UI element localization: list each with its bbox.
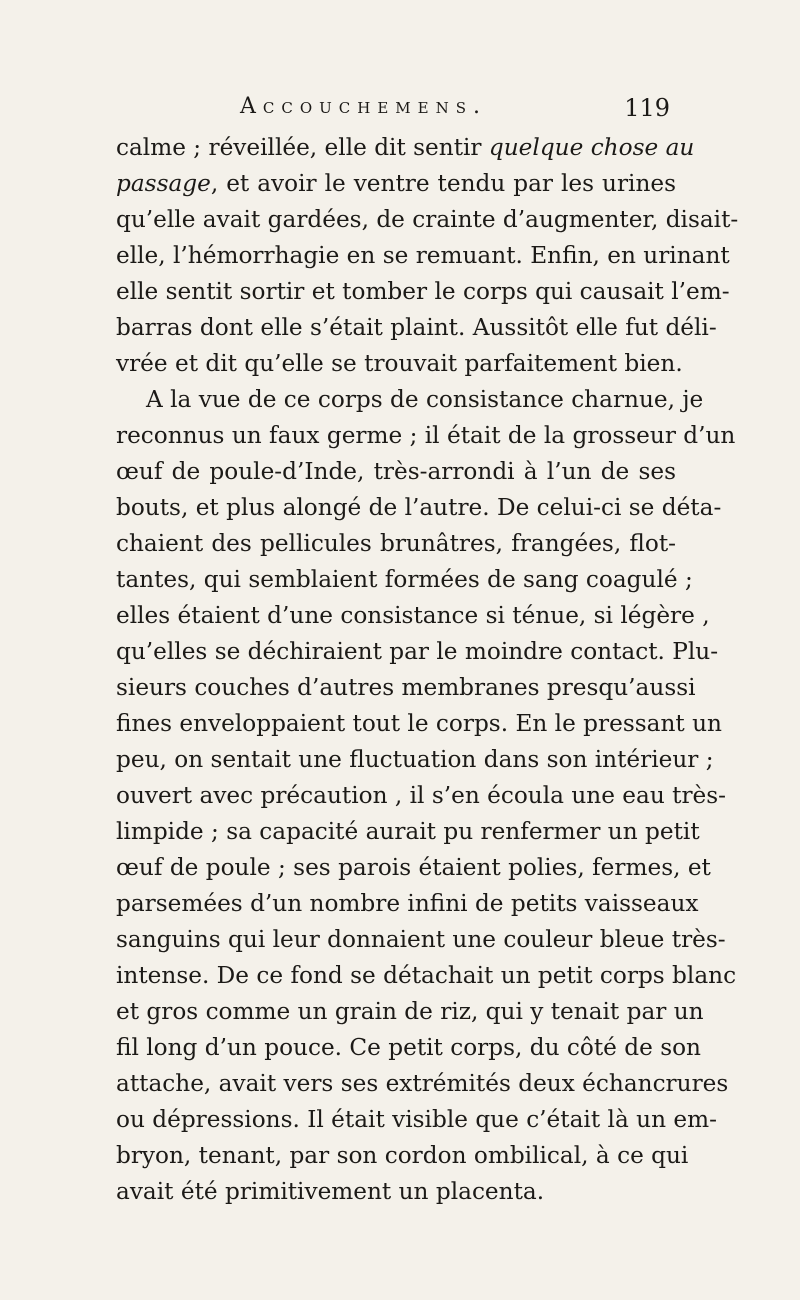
running-head (240, 94, 670, 130)
text-line (116, 958, 737, 994)
text-line (116, 922, 726, 958)
text-segment: chaient des pellicules brunâtres, frangées, flot- (116, 530, 676, 557)
text-segment: limpide ; sa capacité aurait pu renfermer un petit (116, 818, 700, 845)
text-segment: , et avoir le ventre tendu par les urines (210, 170, 676, 197)
text-line (116, 166, 676, 202)
page-number: 119 (624, 94, 670, 122)
text-line (116, 382, 704, 418)
text-line (116, 202, 739, 238)
text-segment: attache, avait vers ses extrémités deux échancrures (116, 1070, 729, 1097)
text-segment: fines enveloppaient tout le corps. En le pressant un (116, 710, 722, 737)
text-segment: reconnus un faux germe ; il était de la grosseur d’un (116, 422, 736, 449)
text-segment: sieurs couches d’autres membranes presqu’aussi (116, 674, 696, 701)
text-segment: qu’elle avait gardées, de crainte d’augmenter, disait- (116, 206, 739, 233)
italic-segment: passage (116, 170, 211, 197)
text-line (116, 634, 719, 670)
text-line (116, 454, 676, 490)
text-line (116, 1174, 676, 1210)
text-segment: elles étaient d’une consistance si ténue, si légère , (116, 602, 710, 629)
text-segment: intense. De ce fond se détachait un petit corps blanc (116, 962, 737, 989)
text-line (116, 994, 704, 1030)
text-line (116, 418, 736, 454)
body-text (116, 130, 739, 1210)
text-segment: et gros comme un grain de riz, qui y tenait par un (116, 998, 704, 1025)
text-line (116, 274, 730, 310)
text-line (116, 130, 695, 166)
running-title: Accouchemens. (240, 94, 487, 119)
text-line (116, 598, 710, 634)
text-segment: œuf de poule ; ses parois étaient polies, fermes, et (116, 854, 711, 881)
text-line (116, 1066, 729, 1102)
text-line (116, 850, 711, 886)
text-line (116, 310, 717, 346)
text-segment: A la vue de ce corps de consistance charnue, je (146, 386, 704, 413)
text-line (116, 1030, 701, 1066)
text-line (116, 526, 676, 562)
italic-segment: quelque chose au (488, 134, 695, 161)
text-line (116, 670, 696, 706)
text-line (116, 778, 727, 814)
text-segment: barras dont elle s’était plaint. Aussitôt elle fut déli- (116, 314, 717, 341)
text-segment: tantes, qui semblaient formées de sang coagulé ; (116, 566, 693, 593)
text-segment: fil long d’un pouce. Ce petit corps, du côté de son (116, 1034, 701, 1061)
text-segment: ouvert avec précaution , il s’en écoula une eau très- (116, 782, 727, 809)
text-line (116, 1102, 717, 1138)
text-line (116, 490, 722, 526)
text-segment: qu’elles se déchiraient par le moindre contact. Plu- (116, 638, 719, 665)
text-segment: bouts, et plus alongé de l’autre. De celui-ci se déta- (116, 494, 722, 521)
text-segment: bryon, tenant, par son cordon ombilical, à ce qui (116, 1142, 689, 1169)
text-segment: vrée et dit qu’elle se trouvait parfaitement bien. (116, 350, 683, 377)
text-line (116, 238, 730, 274)
text-line (116, 1138, 689, 1174)
text-segment: elle, l’hémorrhagie en se remuant. Enfin, en urinant (116, 242, 730, 269)
text-segment: sanguins qui leur donnaient une couleur bleue très- (116, 926, 726, 953)
text-segment: parsemées d’un nombre infini de petits vaisseaux (116, 890, 699, 917)
text-line (116, 814, 700, 850)
text-segment: elle sentit sortir et tomber le corps qui causait l’em- (116, 278, 730, 305)
text-segment: ou dépressions. Il était visible que c’était là un em- (116, 1106, 717, 1133)
text-segment: peu, on sentait une fluctuation dans son intérieur ; (116, 746, 714, 773)
text-segment: calme ; réveillée, elle dit sentir (116, 134, 489, 161)
text-line (116, 742, 714, 778)
text-line (116, 706, 722, 742)
text-line (116, 346, 683, 382)
text-line (116, 886, 699, 922)
text-segment: œuf de poule-d’Inde, très-arrondi à l’un de ses (116, 458, 676, 485)
text-segment: avait été primitivement un placenta. (116, 1178, 545, 1205)
text-line (116, 562, 693, 598)
